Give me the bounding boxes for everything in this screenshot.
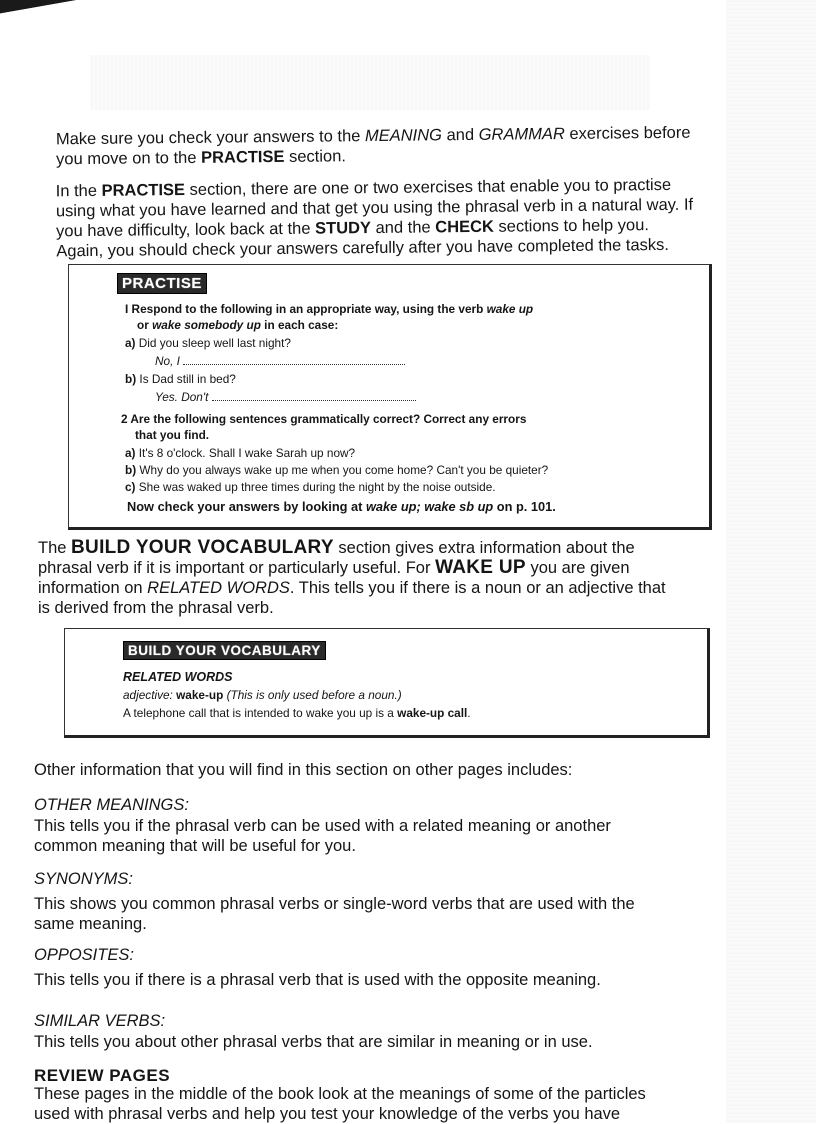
text: b) [125,372,137,386]
review-pages-text [34,1084,646,1124]
text: MEANING [364,126,443,146]
text: in each case: [260,318,339,332]
intro-paragraph-1 [56,123,691,170]
text: section. [284,147,347,166]
text: BUILD YOUR VOCABULARY [71,537,334,558]
practise-tag: PRACTISE [117,273,207,294]
review-pages-heading: REVIEW PAGES [34,1066,171,1085]
text: sections to help you. [493,216,649,236]
text: a) [125,336,136,350]
scan-noise [90,55,650,110]
text: A telephone call that is intended to wake you up is a [123,706,398,720]
text: Why do you always wake up me when you come home? Can't you be quieter? [139,463,549,477]
text: you have difficulty, look back at the [56,219,316,241]
other-info-intro: Other information that you will find in this section on other pages includes: [34,761,573,779]
text: Is Dad still in bed? [139,372,236,386]
text: you are given [525,559,630,577]
text: Make sure you check your answers to the [55,127,366,149]
text: and the [370,218,436,238]
text: common meaning that will be useful for you. [34,837,356,855]
question-1 [125,301,533,333]
other-meanings-text [34,816,611,856]
text: This shows you common phrasal verbs or single-word verbs that are used with the [34,895,635,913]
text: that you find. [135,428,210,442]
scan-shadow [0,0,90,22]
text: wake up [486,302,534,316]
adjective-line [123,687,402,703]
text: Did you sleep well last night? [138,336,291,350]
text: section, there are one or two exercises that enable you to practise [184,175,672,199]
text: same meaning. [34,915,147,933]
text: and [441,125,479,145]
text: GRAMMAR [478,124,565,144]
text: PRACTISE [200,147,285,167]
text: adjective: [123,688,177,702]
example-line [123,705,471,721]
text: section gives extra information about the [333,539,635,557]
text: In the [55,181,102,201]
text: RELATED WORDS [147,579,290,597]
question-2c [125,479,496,495]
question-1a [125,335,291,351]
answer-1b [155,389,416,405]
intro-paragraph-2 [56,175,694,262]
text: I Respond to the following in an appropriate way, using the verb [125,302,487,316]
vocabulary-tag: BUILD YOUR VOCABULARY [123,641,326,660]
opposites-heading: OPPOSITES: [34,946,134,964]
text: Yes. Don't [155,390,209,404]
vocabulary-box [64,628,710,738]
question-1b [125,371,236,387]
text: . This tells you if there is a noun or an adjective that [289,579,666,597]
text: STUDY [314,219,372,238]
text: using what you have learned and that get you using the phrasal verb in a natural way. If [55,195,694,221]
question-2 [121,411,526,443]
text: These pages in the middle of the book look at the meanings of some of the particles [34,1085,646,1103]
check-answers-line [127,499,556,515]
text: on p. 101. [493,499,556,514]
text: wake-up call [397,706,468,720]
text: exercises before [564,123,691,143]
text: This tells you if the phrasal verb can be used with a related meaning or another [34,817,611,835]
text: used with phrasal verbs and help you test your knowledge of the verbs you have [34,1105,621,1123]
text: PRACTISE [101,180,186,200]
text: phrasal verb if it is important or particularly useful. For [38,559,436,577]
text: Again, you should check your answers carefully after you have completed the tasks. [56,235,670,261]
similar-verbs-heading: SIMILAR VERBS: [34,1012,166,1030]
text: WAKE UP [435,557,526,578]
text: information on [38,579,148,597]
text: No, I [155,354,180,368]
question-2b [125,462,548,478]
text: The [38,539,72,557]
synonyms-heading: SYNONYMS: [34,870,134,888]
practise-box [68,264,712,530]
question-2a [125,445,355,461]
text: is derived from the phrasal verb. [38,599,274,617]
scan-margin [726,0,816,1123]
opposites-text: This tells you if there is a phrasal verb that is used with the opposite meaning. [34,971,601,989]
answer-1a [155,353,405,369]
vocab-intro-paragraph [38,538,666,618]
text: CHECK [435,217,494,237]
text: wake-up [176,688,224,702]
text: you move on to the [56,148,202,169]
text: b) [125,463,137,477]
text: (This is only used before a noun.) [223,688,402,702]
text: RELATED WORDS [123,670,233,684]
other-meanings-heading: OTHER MEANINGS: [34,796,189,814]
text: It's 8 o'clock. Shall I wake Sarah up now? [138,446,356,460]
answer-blank[interactable] [183,364,405,365]
text: Now check your answers by looking at [127,499,366,514]
related-words-heading [123,669,233,685]
text: or [137,318,153,332]
answer-blank[interactable] [212,400,416,401]
synonyms-text [34,894,635,934]
text: wake up; wake sb up [365,499,494,514]
text: c) [125,480,136,494]
text: a) [125,446,136,460]
similar-verbs-text: This tells you about other phrasal verbs that are similar in meaning or in use. [34,1033,593,1051]
text: 2 Are the following sentences grammatically correct? Correct any errors [121,412,527,426]
text: wake somebody up [152,318,261,332]
text: She was waked up three times during the night by the noise outside. [138,480,496,494]
text: . [467,706,471,720]
